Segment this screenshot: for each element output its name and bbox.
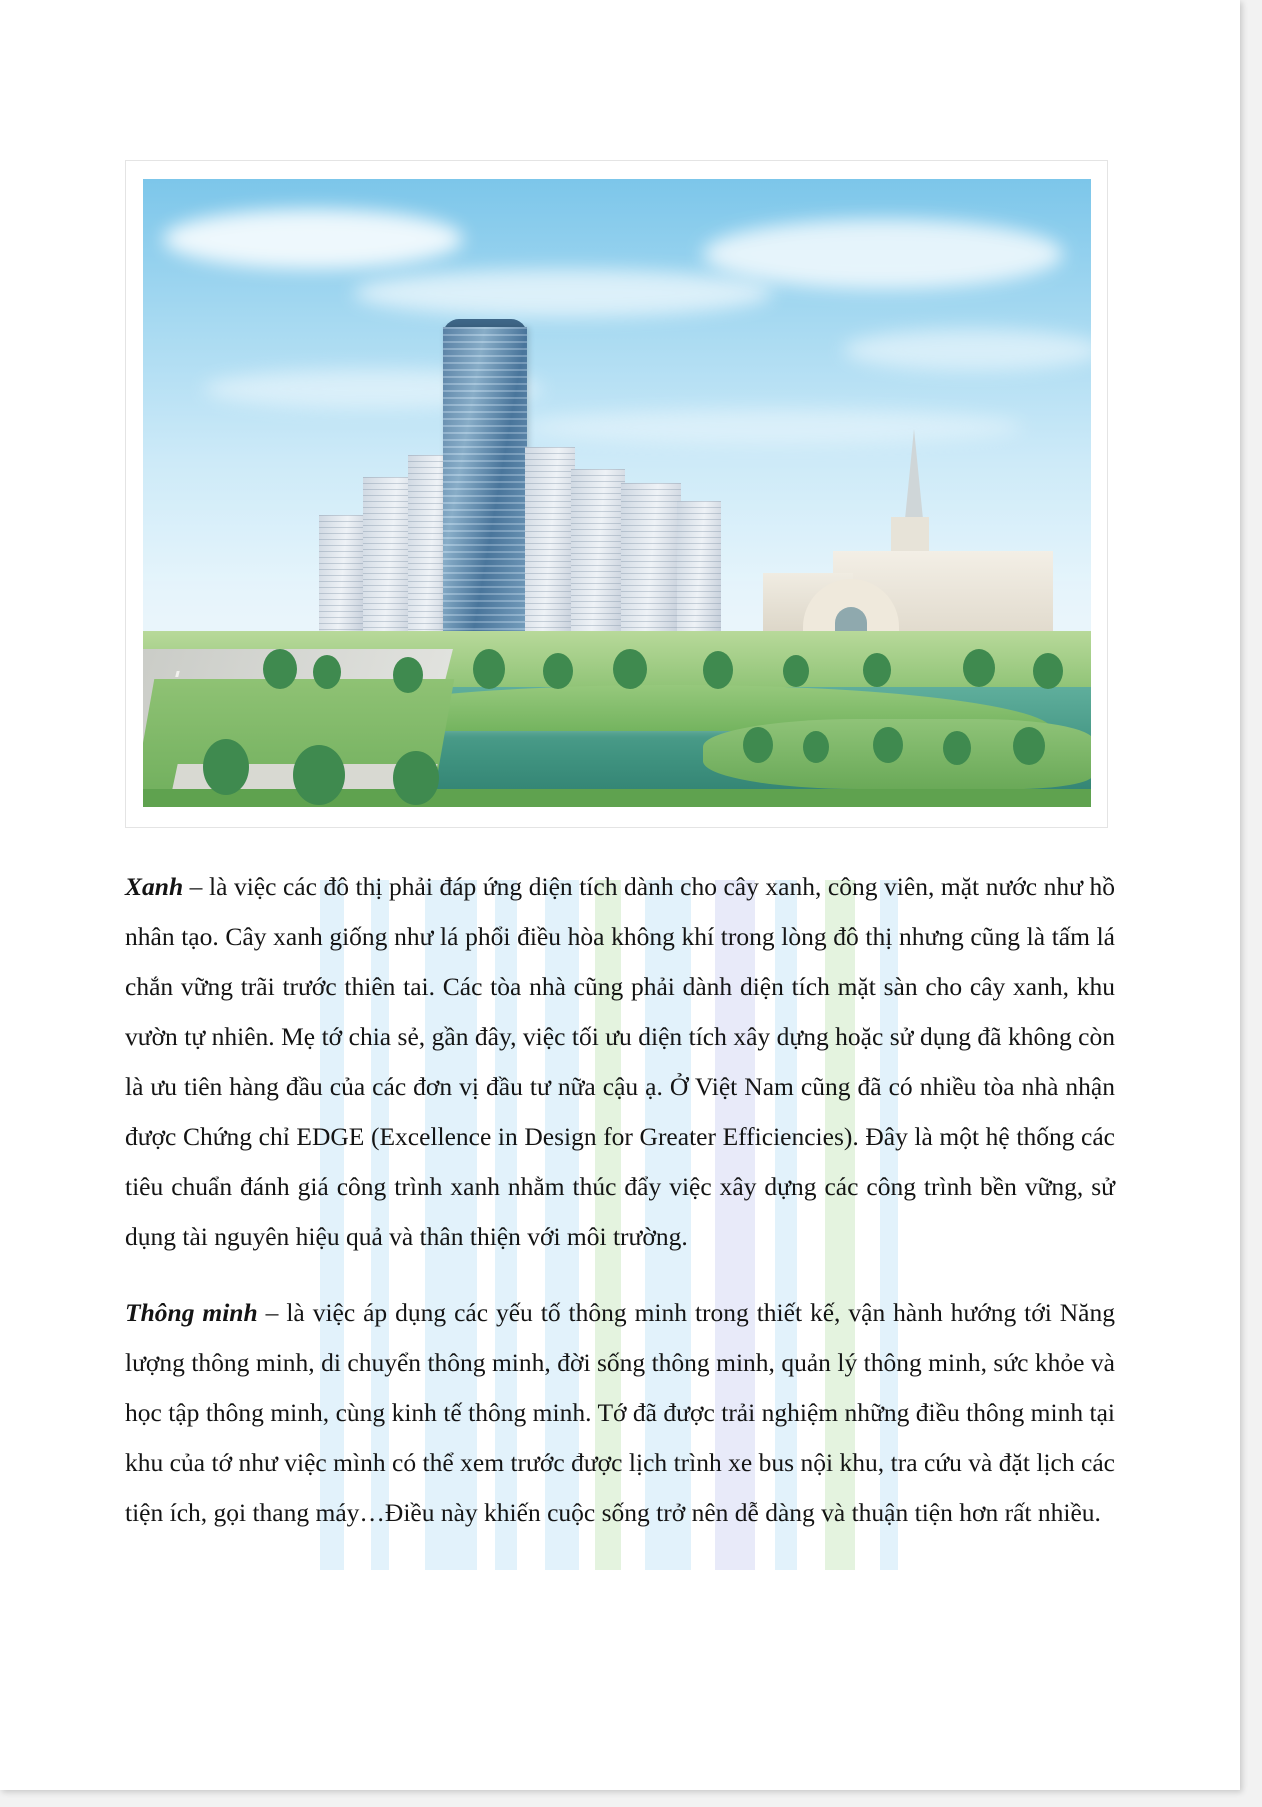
paragraph-xanh — [125, 862, 1115, 1262]
dash: – — [183, 872, 209, 901]
tree — [1013, 727, 1045, 765]
tree — [203, 739, 249, 795]
foreground-grass — [143, 789, 1091, 807]
building-block — [525, 447, 575, 647]
tree — [263, 649, 297, 689]
cloud — [843, 329, 1091, 371]
tree — [703, 651, 733, 689]
tree — [873, 727, 903, 763]
skyscraper — [443, 327, 527, 647]
building-block — [571, 469, 625, 647]
dash: – — [257, 1298, 287, 1327]
tree — [393, 751, 439, 805]
cloud — [163, 209, 463, 269]
paragraph-body-thong-minh: là việc áp dụng các yếu tố thông minh trong thiết kế, vận hành hướng tới Năng lượng thông minh, di chuyển thông minh, đời sống thông minh, quản lý thông minh, sức khỏe và học tập thông minh, cùng kinh tế thông minh. Tớ đã được trải nghiệm những điều thông minh tại khu của tớ như việc mình có thể xem trước được lịch trình xe bus nội khu, tra cứu và đặt lịch các tiện ích, gọi thang máy…Điều này khiến cuộc sống trở nên dễ dàng và thuận tiện hơn rất nhiều. — [125, 1298, 1116, 1527]
spire-icon — [905, 429, 923, 519]
paragraph-body-xanh: là việc các đô thị phải đáp ứng diện tích dành cho cây xanh, công viên, mặt nước như hồ nhân tạo. Cây xanh giống như lá phổi điều hòa không khí trong lòng đô thị nhưng cũng là tấm lá chắn vững trãi trước thiên tai. Các tòa nhà cũng phải dành diện tích mặt sàn cho cây xanh, khu vườn tự nhiên. Mẹ tớ chia sẻ, gần đây, việc tối ưu diện tích xây dựng hoặc sử dụng đã không còn là ưu tiên hàng đầu của các đơn vị đầu tư nữa cậu ạ. Ở Việt Nam cũng đã có nhiều tòa nhà nhận được Chứng chỉ EDGE (Excellence in Design for Greater Efficiencies). Đây là một hệ thống các tiêu chuẩn đánh giá công trình xanh nhằm thúc đẩy việc xây dựng các công trình bền vững, sử dụng tài nguyên hiệu quả và thân thiện với môi trường. — [125, 872, 1115, 1251]
paragraph-lead-thong-minh: Thông minh — [125, 1298, 258, 1327]
tree — [743, 727, 773, 763]
urban-skyline-photo — [143, 179, 1091, 807]
tree — [393, 657, 423, 693]
tree — [863, 653, 891, 687]
tree — [963, 649, 995, 687]
tree — [313, 655, 341, 689]
tree — [293, 745, 345, 805]
building-block — [319, 515, 365, 647]
tree — [1033, 653, 1063, 689]
tree — [543, 653, 573, 689]
building-block — [621, 483, 681, 647]
tree — [803, 731, 829, 763]
cloud — [523, 409, 1023, 445]
cloud — [703, 219, 1063, 289]
figure-container — [125, 160, 1108, 828]
tree — [613, 649, 647, 689]
cloud — [353, 269, 773, 317]
building-block — [677, 501, 721, 647]
body-text — [125, 862, 1115, 1538]
paragraph-lead-xanh: Xanh — [125, 872, 184, 901]
tree — [783, 655, 809, 687]
tree — [943, 731, 971, 765]
tree — [473, 649, 505, 689]
paragraph-thong-minh — [125, 1288, 1115, 1538]
